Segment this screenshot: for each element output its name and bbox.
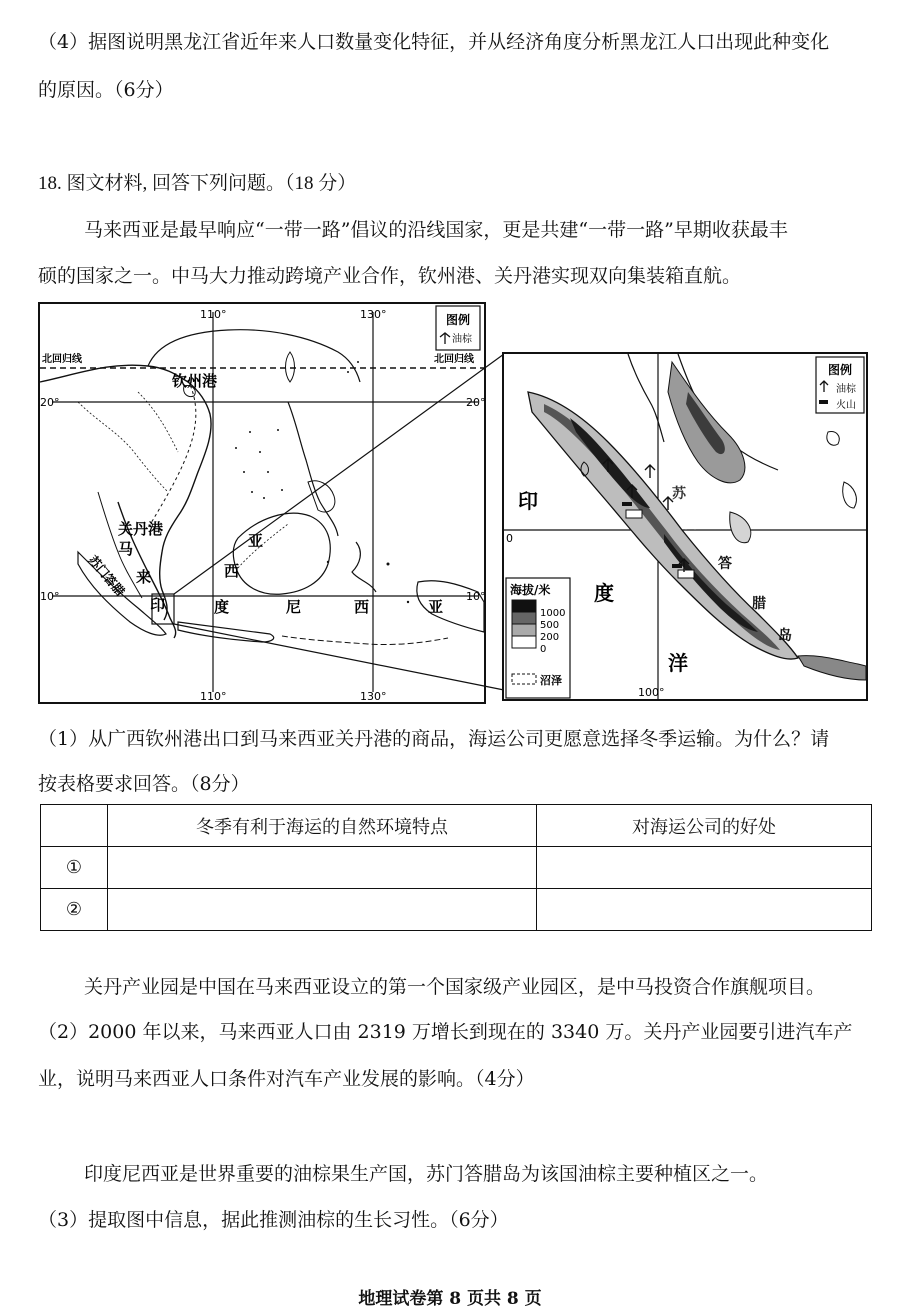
q18-intro-line1: 马来西亚是最早响应“一带一路”倡议的沿线国家，更是共建“一带一路”早期收获最丰: [84, 219, 788, 241]
malaysia-char-ya: 亚: [248, 532, 264, 550]
island-char-dao: 岛: [778, 628, 792, 644]
ocean-char-du: 度: [594, 581, 614, 605]
malaysia-char-ma: 马: [118, 540, 134, 558]
sumatra-label: 苏门答腊: [85, 552, 128, 599]
port-qinzhou-label: 钦州港: [172, 372, 218, 390]
ocean-char-yang: 洋: [668, 651, 688, 675]
q18-part3: （3）提取图中信息，据此推测油棕的生长习性。（6分）: [38, 1209, 509, 1231]
indonesia-char-xi: 西: [354, 598, 370, 616]
port-guandan-label: 关丹港: [118, 520, 164, 538]
left-legend-oilpalm: 油棕: [452, 334, 472, 345]
indonesia-char-du: 度: [214, 598, 230, 616]
right-map: [503, 353, 867, 700]
lat-20-left: 20°: [40, 396, 60, 409]
lat-20-right: 20°: [466, 396, 486, 409]
table-row2-answer2[interactable]: [537, 889, 872, 931]
indonesia-char-yin: 印: [150, 596, 166, 614]
table-row1-answer2[interactable]: [537, 847, 872, 889]
table-row2-label: ②: [41, 889, 108, 931]
elevation-title: 海拔/米: [510, 583, 551, 597]
q18-para2: 关丹产业园是中国在马来西亚设立的第一个国家级产业园区，是中马投资合作旗舰项目。: [84, 976, 826, 998]
indonesia-char-ya: 亚: [428, 598, 444, 616]
elevation-legend: [506, 578, 570, 698]
ocean-char-yin: 印: [518, 489, 538, 513]
lon-110-top: 110°: [200, 308, 227, 321]
lat-0-label: 0: [506, 532, 513, 545]
q18-para3: 印度尼西亚是世界重要的油棕果生产国，苏门答腊岛为该国油棕主要种植区之一。: [84, 1163, 769, 1185]
q18-part2-line1: （2）2000 年以来，马来西亚人口由 2319 万增长到现在的 3340 万。关丹产业园要引进汽车产: [38, 1021, 853, 1043]
island-char-la: 腊: [752, 596, 766, 612]
left-map: [39, 303, 486, 703]
left-legend-title: 图例: [445, 313, 471, 327]
q18-part2-line2: 业，说明马来西亚人口条件对汽车产业发展的影响。（4分）: [38, 1068, 535, 1090]
lon-130-top: 130°: [360, 308, 387, 321]
island-char-da: 答: [718, 556, 732, 572]
right-legend-oilpalm: 油棕: [836, 384, 856, 395]
malaysia-char-xi: 西: [224, 562, 240, 580]
q17-part4-line2: 的原因。（6分）: [38, 79, 174, 101]
lon-130-bottom: 130°: [360, 690, 387, 703]
table-row2-answer1[interactable]: [108, 889, 537, 931]
q18-heading: 18. 图文材料, 回答下列问题。（18 分）: [38, 173, 357, 194]
tropic-label-left: 北回归线: [42, 354, 82, 365]
q18-part1-line2: 按表格要求回答。（8分）: [38, 773, 250, 795]
volcano-legend-icon: [819, 400, 828, 404]
right-legend-title: 图例: [827, 363, 853, 377]
page-footer: 地理试卷第 8 页共 8 页: [358, 1289, 542, 1309]
tropic-label-right: 北回归线: [434, 354, 474, 365]
maps-figure: [38, 302, 870, 704]
island-char-su: 苏: [672, 486, 686, 502]
answer-table: [40, 804, 872, 931]
table-header-blank: [41, 805, 108, 847]
lon-110-bottom: 110°: [200, 690, 227, 703]
table-row1-label: ①: [41, 847, 108, 889]
swamp-label: 沼泽: [540, 674, 562, 687]
lat-10-left: 10°: [40, 590, 60, 603]
table-row1-answer1[interactable]: [108, 847, 537, 889]
q18-part1-line1: （1）从广西钦州港出口到马来西亚关丹港的商品，海运公司更愿意选择冬季运输。为什么？请: [38, 728, 830, 750]
q18-intro-line2: 硕的国家之一。中马大力推动跨境产业合作，钦州港、关丹港实现双向集装箱直航。: [38, 265, 742, 287]
q17-part4-line1: （4）据图说明黑龙江省近年来人口数量变化特征，并从经济角度分析黑龙江人口出现此种变化: [38, 31, 830, 53]
elevation-500: 500: [540, 620, 560, 631]
swamp-icon: [512, 674, 536, 684]
lat-10-right: 10°: [466, 590, 486, 603]
table-header-col2: 对海运公司的好处: [537, 805, 872, 847]
right-legend-volcano: 火山: [836, 400, 856, 411]
elevation-200: 200: [540, 632, 560, 643]
elevation-0: 0: [540, 644, 547, 655]
lon-100-label: 100°: [638, 686, 665, 699]
table-header-col1: 冬季有利于海运的自然环境特点: [108, 805, 537, 847]
indonesia-char-ni: 尼: [286, 598, 302, 616]
island-char-men: 门: [684, 516, 698, 532]
elevation-1000: 1000: [540, 608, 566, 619]
malaysia-char-lai: 来: [136, 568, 152, 586]
